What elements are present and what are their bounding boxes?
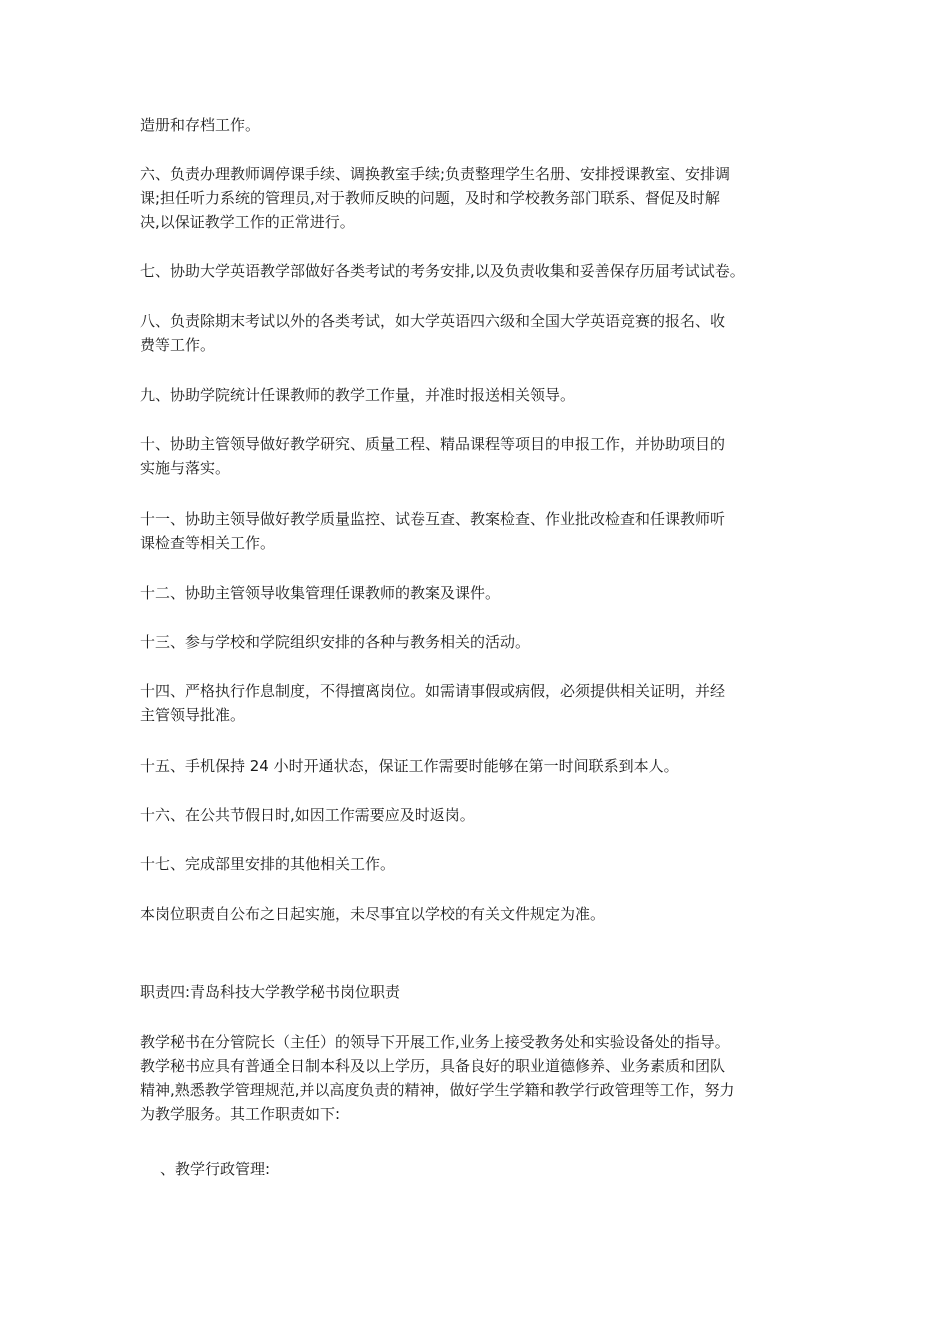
paragraph-item-10 (140, 432, 820, 480)
text-line: 费等工作。 (140, 336, 216, 354)
text-line: 决,以保证教学工作的正常进行。 (140, 213, 355, 231)
text-line: 课检查等相关工作。 (140, 534, 276, 552)
paragraph-item-16 (140, 803, 820, 827)
text-line: 教学秘书应具有普通全日制本科及以上学历，具备良好的职业道德修养、业务素质和团队 (140, 1057, 726, 1075)
text-line: 十一、协助主领导做好教学质量监控、试卷互查、教案检查、作业批改检查和任课教师听 (140, 510, 726, 528)
text-line: 六、负责办理教师调停课手续、调换教室手续;负责整理学生名册、安排授课教室、安排调 (140, 165, 731, 183)
text-line: 本岗位职责自公布之日起实施，未尽事宜以学校的有关文件规定为准。 (140, 905, 606, 923)
text-line: 、教学行政管理: (160, 1160, 271, 1178)
paragraph-item-12 (140, 581, 820, 605)
paragraph-item-7 (140, 259, 820, 283)
paragraph-intro (140, 1030, 820, 1126)
text-line: 为教学服务。其工作职责如下: (140, 1105, 341, 1123)
text-line: 实施与落实。 (140, 459, 231, 477)
text-line: 十五、手机保持 24 小时开通状态，保证工作需要时能够在第一时间联系到本人。 (140, 757, 679, 775)
paragraph-effective (140, 902, 820, 926)
paragraph-item-9 (140, 383, 820, 407)
text-line: 十、协助主管领导做好教学研究、质量工程、精品课程等项目的申报工作，并协助项目的 (140, 435, 726, 453)
paragraph-item-15 (140, 754, 820, 778)
paragraph-archive (140, 113, 820, 137)
text-line: 造册和存档工作。 (140, 116, 261, 134)
text-line: 十七、完成部里安排的其他相关工作。 (140, 855, 396, 873)
text-line: 职责四:青岛科技大学教学秘书岗位职责 (140, 983, 401, 1001)
text-line: 十六、在公共节假日时,如因工作需要应及时返岗。 (140, 806, 475, 824)
text-line: 课;担任听力系统的管理员,对于教师反映的问题，及时和学校教务部门联系、督促及时解 (140, 189, 720, 207)
text-line: 七、协助大学英语教学部做好各类考试的考务安排,以及负责收集和妥善保存历届考试试卷。 (140, 262, 745, 280)
text-line: 九、协助学院统计任课教师的教学工作量，并准时报送相关领导。 (140, 386, 576, 404)
section-heading (140, 980, 820, 1004)
text-line: 教学秘书在分管院长（主任）的领导下开展工作,业务上接受教务处和实验设备处的指导。 (140, 1033, 730, 1051)
paragraph-item-11 (140, 507, 820, 555)
text-line: 十四、严格执行作息制度，不得擅离岗位。如需请事假或病假，必须提供相关证明，并经 (140, 682, 726, 700)
text-line: 八、负责除期末考试以外的各类考试，如大学英语四六级和全国大学英语竞赛的报名、收 (140, 312, 726, 330)
text-line: 主管领导批准。 (140, 706, 246, 724)
text-line: 十二、协助主管领导收集管理任课教师的教案及课件。 (140, 584, 501, 602)
subheading-admin (160, 1157, 840, 1181)
paragraph-item-14 (140, 679, 820, 727)
paragraph-item-8 (140, 309, 820, 357)
text-line: 十三、参与学校和学院组织安排的各种与教务相关的活动。 (140, 633, 531, 651)
text-line: 精神,熟悉教学管理规范,并以高度负责的精神，做好学生学籍和教学行政管理等工作，努力 (140, 1081, 735, 1099)
paragraph-item-13 (140, 630, 820, 654)
paragraph-item-17 (140, 852, 820, 876)
paragraph-item-6 (140, 162, 820, 234)
